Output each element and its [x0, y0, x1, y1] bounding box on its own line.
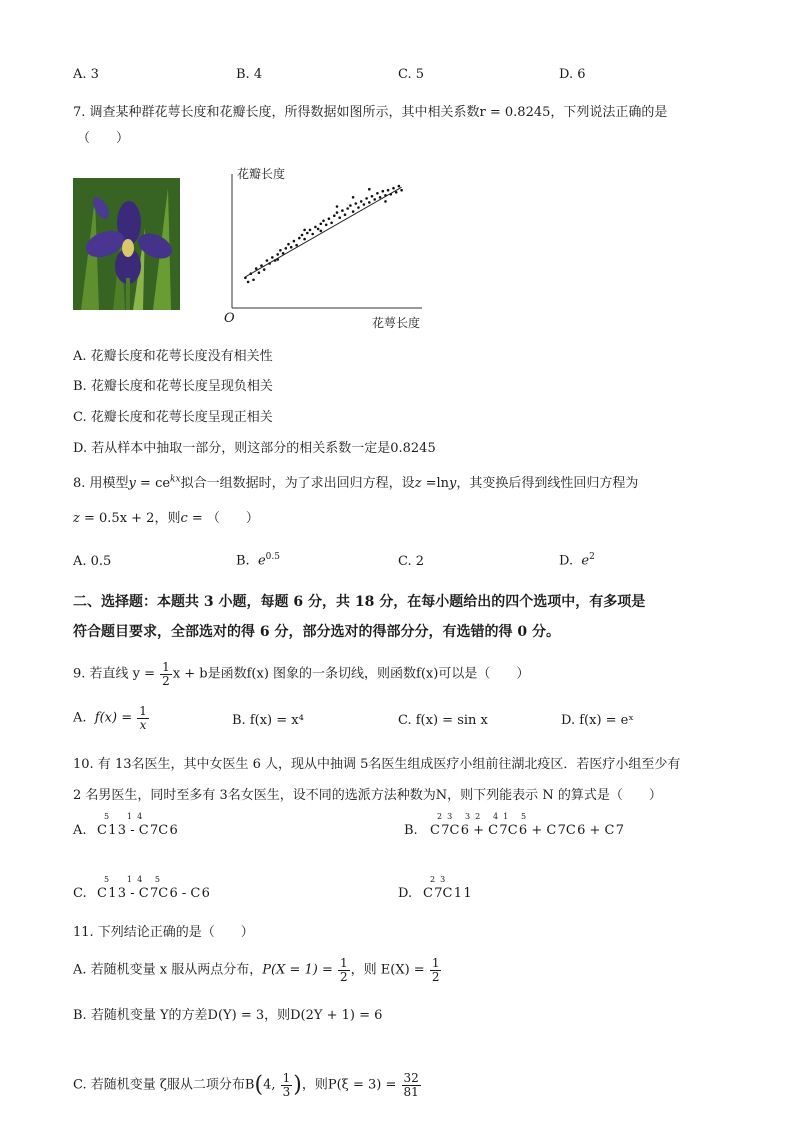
- q11-option-c-fraction: [281, 1072, 293, 1098]
- q11-option-c-den2: 81: [403, 1084, 419, 1099]
- scatter-point: [400, 189, 403, 192]
- scatter-chart: [222, 160, 437, 335]
- q10-option-a-top: 5 1 4: [104, 812, 143, 821]
- q11-option-c-mid: ，则P(ξ = 3) =: [301, 1077, 401, 1093]
- scatter-point: [387, 189, 390, 192]
- q11-option-a-den2: 2: [431, 969, 440, 984]
- q10-option-a-label: A.: [73, 823, 87, 838]
- scatter-point: [352, 196, 355, 199]
- q11-option-a-p: P(X = 1) =: [262, 962, 337, 978]
- scatter-point: [336, 211, 339, 214]
- section2-header-line1: 二、选择题：本题共 3 小题，每题 6 分，共 18 分，在每小题给出的四个选项中，有多项是: [73, 594, 646, 610]
- q11-option-c-den: 3: [282, 1084, 291, 1099]
- scatter-point: [355, 202, 358, 205]
- q8-line2-z: z: [73, 511, 80, 526]
- q10-stem-line2: 2 名男医生，同时至多有 3名女医生，设不同的选派方法种数为N，则下列能表示 N 的算式是（ ）: [73, 788, 662, 803]
- q8-stem-line1: [73, 472, 638, 491]
- q9-option-d: D. f(x) = eˣ: [561, 713, 634, 728]
- scatter-point: [306, 232, 309, 235]
- scatter-point: [352, 210, 355, 213]
- q11-option-c-paren-open: (: [254, 1072, 264, 1098]
- q6-option-a: A. 3: [73, 67, 99, 82]
- scatter-point: [398, 185, 401, 188]
- q8-sub-eq: =ln: [421, 476, 450, 491]
- y-axis-label: 花瓣长度: [237, 167, 286, 181]
- q8-line2-c: c: [180, 511, 188, 526]
- q11-option-c-four: 4,: [263, 1077, 280, 1093]
- x-axis-label: 花萼长度: [372, 316, 421, 330]
- q11-option-c-text: C. 若随机变量 ζ服从二项分布B: [73, 1077, 255, 1093]
- scatter-point: [357, 206, 360, 209]
- q9-stem-a: 9. 若直线 y =: [73, 666, 160, 682]
- scatter-point: [371, 195, 374, 198]
- q11-option-c: [73, 1072, 422, 1098]
- scatter-point: [309, 229, 312, 232]
- q8-line2-end: = （ ）: [187, 511, 259, 526]
- scatter-point: [320, 230, 323, 233]
- scatter-point: [325, 224, 328, 227]
- q8-model-y: y: [128, 476, 136, 491]
- q9-frac-num: 1: [162, 660, 170, 674]
- q8-stem-c: ，其变换后得到线性回归方程为: [456, 476, 639, 491]
- scatter-point: [263, 268, 266, 271]
- scatter-point: [271, 256, 274, 259]
- scatter-point: [346, 207, 349, 210]
- scatter-point: [279, 249, 282, 252]
- scatter-point: [298, 237, 301, 240]
- q11-option-a-den: 2: [339, 969, 348, 984]
- q6-option-d: D. 6: [559, 67, 586, 82]
- q11-option-c-paren-close: ): [293, 1072, 302, 1098]
- q7-stem-line1: 7. 调查某种群花萼长度和花瓣长度，所得数据如图所示，其中相关系数r = 0.8245，下列说法正确的是: [73, 105, 668, 120]
- q8-option-d-exp: 2: [589, 552, 595, 562]
- q11-option-a-fraction: [338, 957, 350, 983]
- scatter-point: [368, 188, 371, 191]
- scatter-point: [317, 228, 320, 231]
- q8-stem-line2: [73, 507, 259, 526]
- q10-option-d-main: C 7C 1 1: [423, 886, 472, 901]
- q9-option-b: B. f(x) = x⁴: [232, 713, 304, 728]
- scatter-point: [373, 198, 376, 201]
- q8-stem-b: 拟合一组数据时，为了求出回归方程，设: [180, 476, 415, 491]
- scatter-point: [266, 259, 269, 262]
- q10-option-d-top: 2 3: [430, 875, 446, 884]
- q9-stem: [73, 661, 529, 687]
- scatter-point: [314, 226, 317, 229]
- origin-label: O: [224, 311, 235, 326]
- q7-option-b: B. 花瓣长度和花萼长度呈现负相关: [73, 379, 273, 394]
- q6-option-b: B. 4: [236, 67, 263, 82]
- q7-option-d: D. 若从样本中抽取一部分，则这部分的相关系数一定是0.8245: [73, 441, 436, 456]
- scatter-point: [368, 201, 371, 204]
- scatter-point: [301, 234, 304, 237]
- scatter-point: [252, 279, 255, 282]
- scatter-point: [322, 220, 325, 223]
- q10-stem-line1: 10. 有 13名医生，其中女医生 6 人，现从中抽调 5名医生组成医疗小组前往湖北疫区．若医疗小组至少有: [73, 757, 681, 772]
- q9-option-a-f: f(x) =: [94, 710, 137, 726]
- scatter-point: [303, 238, 306, 241]
- scatter-point: [392, 187, 395, 190]
- q10-option-b-label: B.: [404, 823, 418, 838]
- scatter-point: [349, 204, 352, 207]
- q8-option-d-label: D.: [559, 553, 574, 569]
- q10-option-b-main: C 7C 6 + C 7C 6 + C 7C 6 + C 7: [430, 823, 625, 838]
- q8-model-exp: kx: [170, 474, 181, 485]
- q8-option-c: C. 2: [398, 554, 425, 569]
- q11-stem: 11. 下列结论正确的是（ ）: [73, 925, 254, 940]
- q10-option-c-main: C 1 3 - C 7C 6 - C 6: [97, 886, 210, 901]
- q9-option-a: [73, 705, 150, 731]
- q11-option-b: B. 若随机变量 Y的方差D(Y) = 3，则D(2Y + 1) = 6: [73, 1008, 383, 1023]
- scatter-point: [293, 240, 296, 243]
- q11-option-a: [73, 957, 442, 983]
- scatter-point: [320, 223, 323, 226]
- q11-option-a-num2: 1: [431, 956, 440, 970]
- scatter-point: [363, 203, 366, 206]
- scatter-point: [285, 247, 288, 250]
- scatter-svg: [222, 160, 437, 335]
- scatter-point: [382, 190, 385, 193]
- scatter-point: [258, 271, 261, 274]
- scatter-point: [328, 217, 331, 220]
- scatter-point: [360, 200, 363, 203]
- scatter-point: [344, 213, 347, 216]
- q8-option-d: [559, 552, 595, 568]
- q7-stem-line2: （ ）: [77, 131, 130, 146]
- scatter-point: [379, 196, 382, 199]
- q8-sub-y: y: [449, 476, 457, 491]
- scatter-point: [290, 246, 293, 249]
- q10-option-d-label: D.: [398, 886, 413, 901]
- q8-option-a: A. 0.5: [73, 554, 112, 569]
- trend-line: [245, 187, 401, 277]
- scatter-point: [341, 209, 344, 212]
- q11-option-c-fraction2: [402, 1072, 421, 1098]
- scatter-point: [244, 277, 247, 280]
- section2-header-line2: 符合题目要求，全部选对的得 6 分，部分选对的得部分分，有选错的得 0 分。: [73, 624, 560, 640]
- q9-option-a-num: 1: [139, 704, 147, 718]
- q8-sub-z: z: [414, 476, 422, 491]
- q9-fraction: [160, 661, 172, 687]
- q11-option-a-mid: ，则 E(X) =: [350, 962, 429, 978]
- q8-model-eq: = ce: [135, 476, 171, 491]
- scatter-point: [311, 233, 314, 236]
- q10-option-c-label: C.: [73, 886, 87, 901]
- scatter-point: [338, 216, 341, 219]
- q8-line2-rest: = 0.5x + 2，则: [79, 511, 181, 526]
- scatter-point: [365, 197, 368, 200]
- q11-option-a-text: A. 若随机变量 x 服从两点分布，: [73, 962, 263, 978]
- q11-option-c-num: 1: [282, 1071, 291, 1085]
- q10-option-c-top: 5 1 4 5: [104, 875, 160, 884]
- scatter-point: [330, 222, 333, 225]
- scatter-point: [287, 243, 290, 246]
- q8-option-d-base: e: [581, 553, 590, 569]
- q6-option-c: C. 5: [398, 67, 425, 82]
- q10-option-b-top: 2 3 3 2 4 1 5: [437, 812, 527, 821]
- q9-stem-b: x + b是函数f(x) 图象的一条切线，则函数f(x)可以是（ ）: [172, 666, 530, 682]
- q9-frac-den: 2: [162, 673, 170, 688]
- q8-option-b: [236, 552, 280, 568]
- scatter-point: [247, 281, 250, 284]
- q10-option-a-main: C 1 3 - C 7C 6: [97, 823, 178, 838]
- scatter-point: [276, 253, 279, 256]
- scatter-point: [295, 244, 298, 247]
- scatter-point: [384, 200, 387, 203]
- q11-option-a-num: 1: [339, 956, 348, 970]
- q9-option-a-label: A.: [73, 710, 87, 726]
- scatter-point: [333, 214, 336, 217]
- scatter-point: [303, 229, 306, 232]
- q8-option-b-exp: 0.5: [265, 552, 280, 562]
- q7-option-a: A. 花瓣长度和花萼长度没有相关性: [73, 349, 273, 364]
- q9-option-a-den: x: [139, 717, 147, 732]
- q9-option-a-fraction: [137, 705, 149, 731]
- q8-option-b-base: e: [257, 553, 266, 569]
- q7-option-c: C. 花瓣长度和花萼长度呈现正相关: [73, 410, 273, 425]
- q8-option-b-label: B.: [236, 553, 250, 569]
- q8-stem-a: 8. 用模型: [73, 476, 129, 491]
- scatter-point: [336, 205, 339, 208]
- q11-option-a-fraction2: [430, 957, 442, 983]
- q9-option-c: C. f(x) = sin x: [398, 713, 488, 728]
- q11-option-c-num2: 32: [403, 1071, 419, 1085]
- scatter-point: [376, 192, 379, 195]
- iris-flower-photo: [73, 178, 180, 310]
